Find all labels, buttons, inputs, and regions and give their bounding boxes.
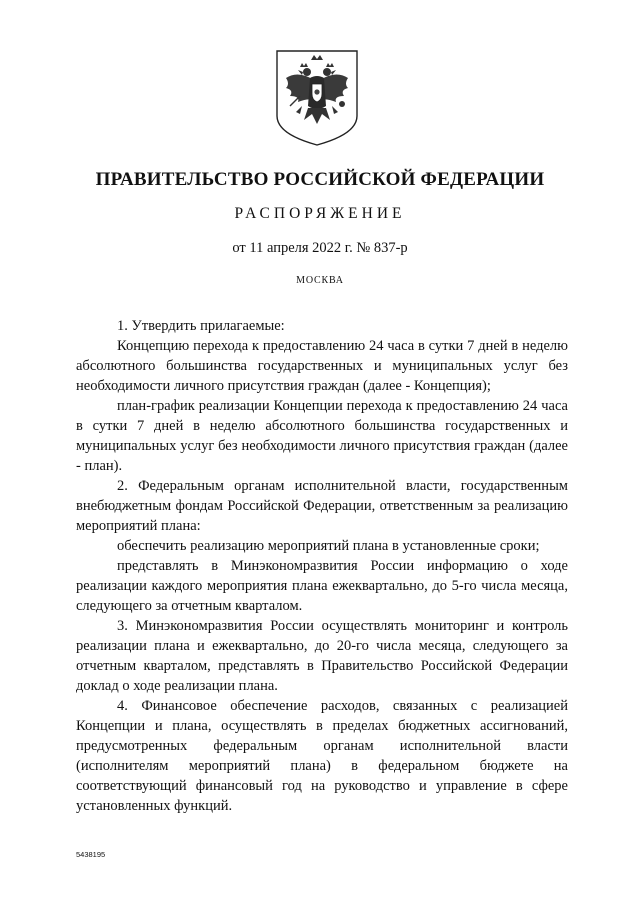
issuing-city: МОСКВА [296, 275, 344, 286]
paragraph-8: 4. Финансовое обеспечение расходов, связанных с реализацией Концепции и плана, осуществлять в пределах бюджетных ассигнований, предусмотренных федеральным органам исполнительной власти (исполнителям мероприятий плана) в федеральном бюджете на соответствующий финансовый год на руководство и управление в сфере установленных функций. [76, 698, 568, 814]
paragraph-1: 1. Утвердить прилагаемые: [117, 318, 285, 334]
government-title: ПРАВИТЕЛЬСТВО РОССИЙСКОЙ ФЕДЕРАЦИИ [95, 169, 545, 190]
document-type-heading: РАСПОРЯЖЕНИЕ [234, 205, 406, 222]
paragraph-5: обеспечить реализацию мероприятий плана в установленные сроки; [117, 538, 540, 554]
double-headed-eagle-icon [274, 48, 360, 148]
paragraph-3: план-график реализации Концепции перехода к предоставлению 24 часа в сутки 7 дней в неделю абсолютного большинства государственных и муниципальных услуг без необходимости личного присутствия граждан (далее - план). [76, 398, 568, 474]
document-code: 5438195 [76, 850, 106, 859]
paragraph-2: Концепцию перехода к предоставлению 24 часа в сутки 7 дней в неделю абсолютного большинства государственных и муниципальных услуг без необходимости личного присутствия граждан (далее - Концепция); [76, 338, 568, 394]
paragraph-7: 3. Минэкономразвития России осуществлять мониторинг и контроль реализации плана и ежеквартально, до 20-го числа месяца, следующего за отчетным кварталом, представлять в Правительство Российской Федерации доклад о ходе реализации плана. [76, 618, 568, 694]
document-body [76, 316, 568, 816]
coat-of-arms-emblem [274, 48, 360, 148]
document-date-number: от 11 апреля 2022 г. № 837-р [232, 240, 408, 256]
paragraph-6: представлять в Минэкономразвития России информацию о ходе реализации каждого мероприятия плана ежеквартально, до 5-го числа месяца, следующего за отчетным кварталом. [76, 558, 568, 614]
paragraph-4: 2. Федеральным органам исполнительной власти, государственным внебюджетным фондам Российской Федерации, ответственным за реализацию мероприятий плана: [76, 478, 568, 534]
